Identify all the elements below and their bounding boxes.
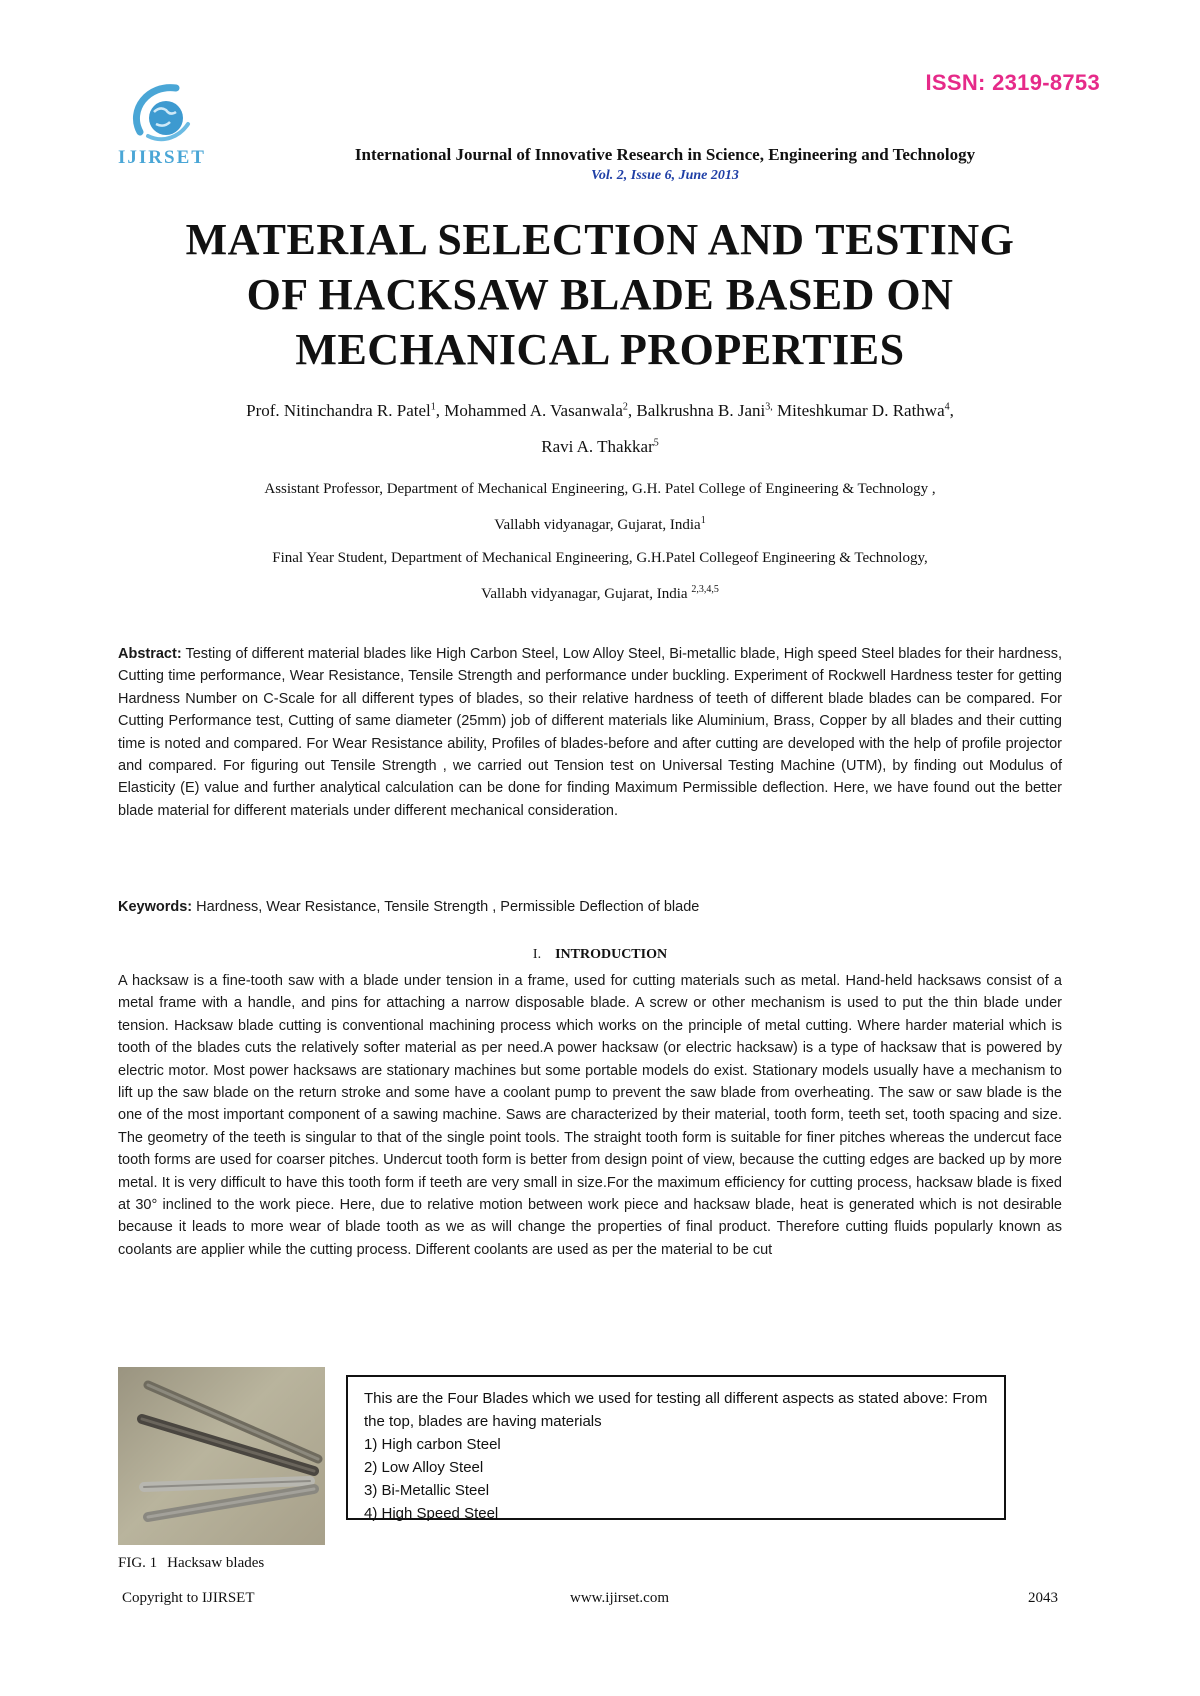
author-name: , Mohammed A. Vasanwala xyxy=(435,401,623,420)
box-item: 4) High Speed Steel xyxy=(364,1505,499,1522)
author-name: Prof. Nitinchandra R. Patel xyxy=(246,401,431,420)
keywords xyxy=(118,896,1062,918)
box-intro: This are the Four Blades which we used for testing all different aspects as stated above: From the top, blades are having materials xyxy=(364,1390,988,1430)
affiliation-sup: 1 xyxy=(700,515,706,526)
figure-number: FIG. 1 xyxy=(118,1555,158,1571)
footer-copyright: Copyright to IJIRSET xyxy=(122,1590,255,1606)
affiliation-text: Vallabh vidyanagar, Gujarat, India xyxy=(494,517,701,533)
introduction-paragraph: A hacksaw is a fine-tooth saw with a blade under tension in a frame, used for cutting materials such as metal. Hand-held hacksaws consist of a metal frame with a handle, and pins for attaching a narrow disposable blade. A screw or other mechanism is used to put the thin blade under tension. Hacksaw blade cutting is conventional machining process which works on the principle of metal cutting. Where harder material which is tooth of the blades cuts the relatively softer material as per need.A power hacksaw (or electric hacksaw) is a type of hacksaw that is powered by electric motor. Most power hacksaws are stationary machines but some portable models do exist. Stationary models usually have a mechanism to lift up the saw blade on the return stroke and some have a coolant pump to prevent the saw blade from overheating. The saw or saw blade is the one of the most important component of a sawing machine. Saws are characterized by their material, tooth form, teeth set, tooth spacing and size. The geometry of the teeth is singular to that of the single point tools. The straight tooth form is suitable for finer pitches whereas the undercut face tooth forms are used for coarser pitches. Undercut tooth form is better from design point of view, because the cutting edges are backed up by more metal. It is very difficult to have this tooth form if teeth are very small in size.For the maximum efficiency for cutting process, hacksaw blade is fixed at 30° inclined to the work piece. Here, due to relative motion between work piece and hacksaw blade, heat is generated which is not desirable because it leads to more wear of blade tooth as we as will change the properties of final product. Therefore cutting fluids popularly known as coolants are applier while the cutting process. Different coolants are used as per the material to be cut xyxy=(118,973,1062,1258)
figure-caption-text: Hacksaw blades xyxy=(167,1555,265,1571)
paper-title xyxy=(90,212,1110,377)
journal-name: International Journal of Innovative Research in Science, Engineering and Technology xyxy=(354,145,976,164)
abstract-text: Testing of different material blades like High Carbon Steel, Low Alloy Steel, Bi-metallic blade, High speed Steel blades for their hardness, Cutting time performance, Wear Resistance, Tensile Strength and performance under buckling. Experiment of Rockwell Hardness tester for getting Hardness Number on C-Scale for all different types of blades, so their relative hardness of teeth of different blade blades can be compared. For Cutting Performance test, Cutting of same diameter (25mm) job of different materials like Aluminium, Brass, Copper by all blades and their cutting time is noted and compared. For Wear Resistance ability, Profiles of blades-before and after cutting are developed with the help of profile projector and compared. For figuring out Tensile Strength , we carried out Tension test on Universal Testing Machine (UTM), by finding out Modulus of Elasticity (E) value and further analytical calculation can be done for finding Maximum Permissible deflection. Here, we have found out the better blade material for different materials under different mechanical consideration. xyxy=(118,646,1062,819)
author-sup: 4 xyxy=(944,401,950,413)
abstract-label: Abstract: xyxy=(118,646,182,662)
logo-text: IJIRSET xyxy=(118,147,206,168)
box-item: 2) Low Alloy Steel xyxy=(364,1459,484,1476)
author-name: Miteshkumar D. Rathwa xyxy=(772,401,945,420)
keywords-label: Keywords: xyxy=(118,899,193,915)
author-sup: 3, xyxy=(765,401,773,413)
affiliation-sup: 2,3,4,5 xyxy=(691,584,719,595)
journal-logo xyxy=(118,80,228,168)
affiliation-text: Vallabh vidyanagar, Gujarat, India xyxy=(481,586,692,602)
section-title: INTRODUCTION xyxy=(555,947,668,962)
section-number: I. xyxy=(532,947,542,962)
journal-volume: Vol. 2, Issue 6, June 2013 xyxy=(591,168,739,183)
title-line: MATERIAL SELECTION AND TESTING xyxy=(185,215,1015,264)
footer-page-number: 2043 xyxy=(1028,1590,1058,1606)
figure-caption xyxy=(118,1555,264,1572)
affiliation-line xyxy=(60,515,1140,534)
author-name: Ravi A. Thakkar xyxy=(541,437,654,456)
issn-label: ISSN: 2319-8753 xyxy=(925,70,1100,95)
blade-materials-box xyxy=(346,1375,1006,1520)
author-sup: 1 xyxy=(430,401,436,413)
author-name: , Balkrushna B. Jani xyxy=(627,401,766,420)
title-line: MECHANICAL PROPERTIES xyxy=(295,325,905,374)
author-sup: 2 xyxy=(622,401,628,413)
abstract xyxy=(118,643,1062,822)
box-item: 1) High carbon Steel xyxy=(364,1436,501,1453)
keywords-text: Hardness, Wear Resistance, Tensile Strength , Permissible Deflection of blade xyxy=(192,899,700,915)
box-item: 3) Bi-Metallic Steel xyxy=(364,1482,490,1499)
affiliation-line xyxy=(60,584,1140,603)
section-heading xyxy=(0,947,1200,963)
globe-icon xyxy=(118,80,228,168)
author-line-2 xyxy=(60,437,1140,457)
footer-website: www.ijirset.com xyxy=(570,1590,670,1606)
affiliation-line: Final Year Student, Department of Mechanical Engineering, G.H.Patel Collegeof Engineering & Technology, xyxy=(272,550,928,566)
affiliation-line: Assistant Professor, Department of Mechanical Engineering, G.H. Patel College of Engineering & Technology , xyxy=(264,481,936,497)
author-separator: , xyxy=(949,401,954,420)
hacksaw-blades-photo xyxy=(118,1367,325,1545)
author-line-1 xyxy=(60,401,1140,421)
author-sup: 5 xyxy=(653,437,659,449)
title-line: OF HACKSAW BLADE BASED ON xyxy=(246,270,954,319)
